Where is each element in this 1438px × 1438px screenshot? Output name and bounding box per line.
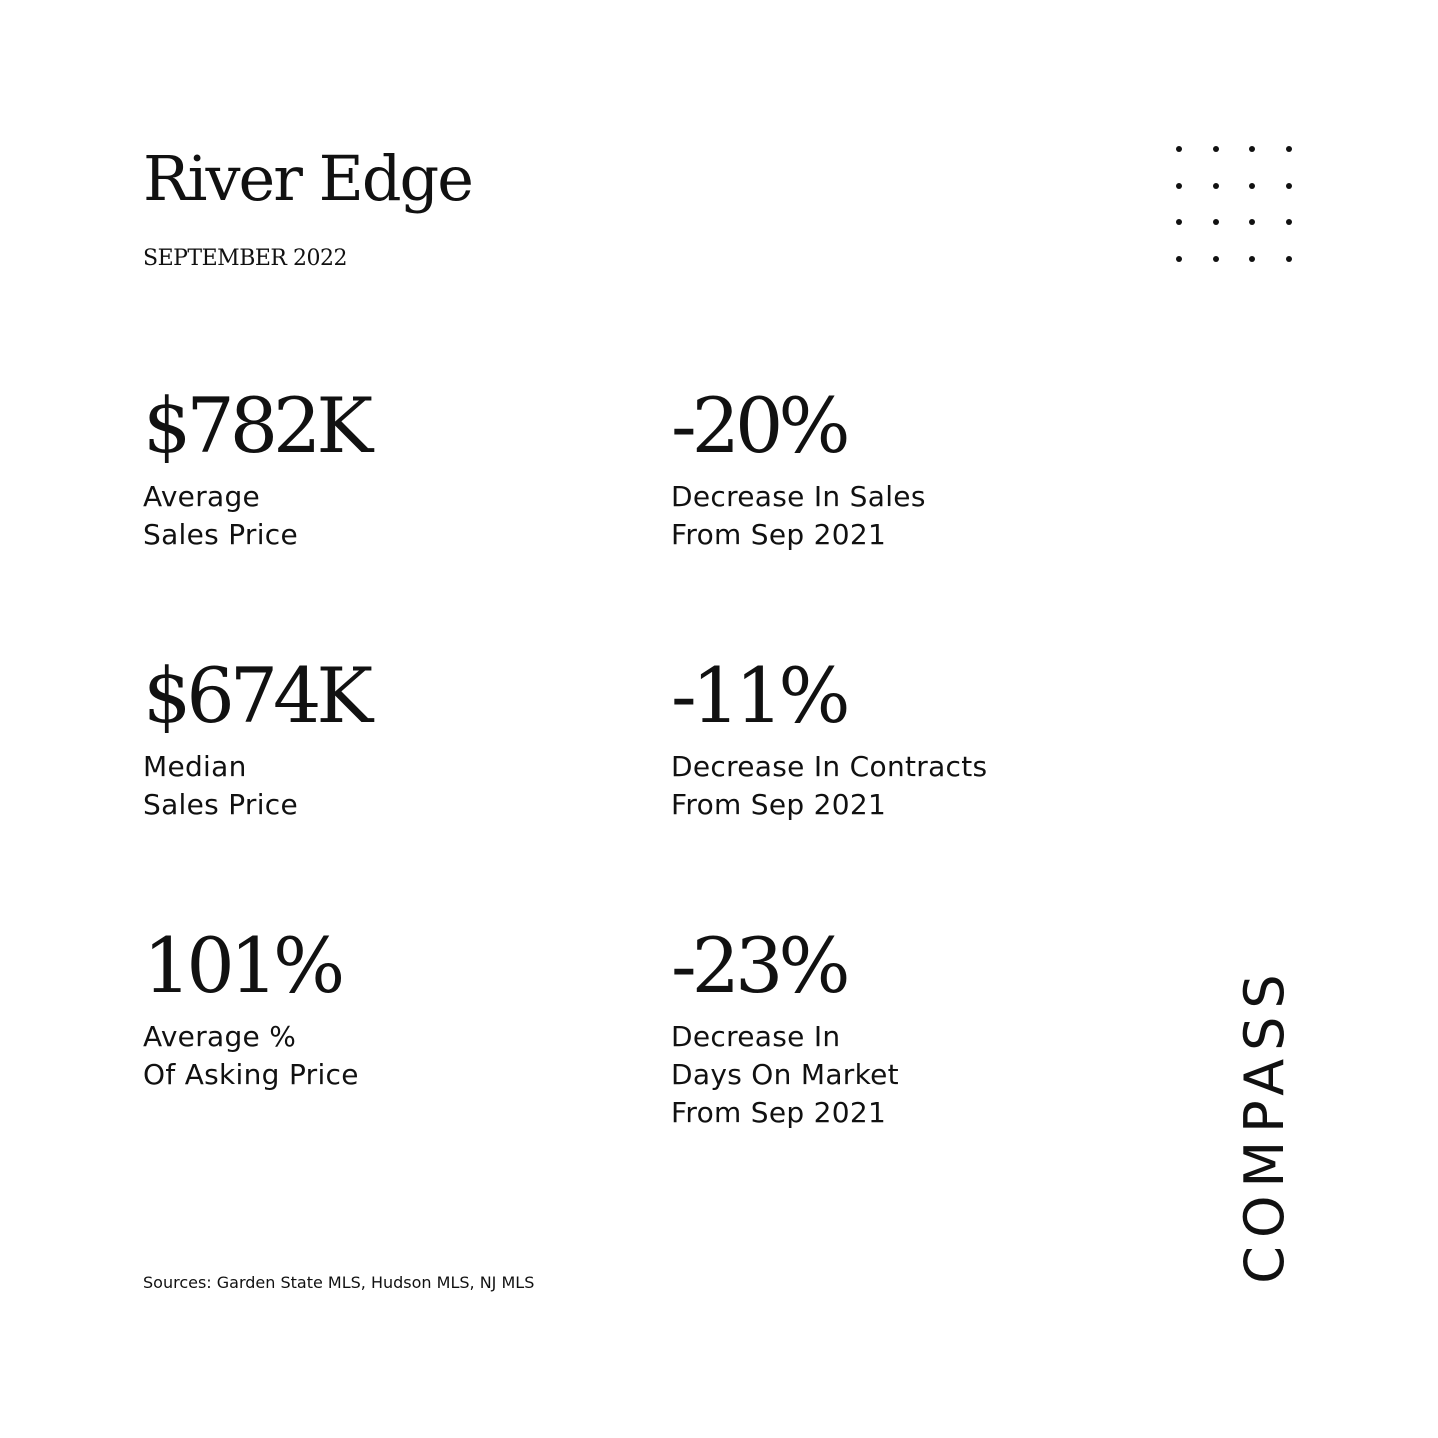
stat-median-sales-price: [143, 651, 369, 824]
stat-decrease-in-sales: [671, 381, 926, 554]
stat-value: -20%: [671, 381, 846, 470]
dot: [1213, 219, 1219, 225]
stat-label: [671, 748, 987, 824]
stat-label-line: Sales Price: [143, 788, 299, 821]
logo-text: COMPASS: [1233, 966, 1296, 1284]
stat-average-sales-price: [143, 381, 369, 554]
stat-label-line: Median: [143, 750, 247, 783]
sources-note: Sources: Garden State MLS, Hudson MLS, NJ MLS: [143, 1273, 535, 1292]
stat-label-line: Decrease In Contracts: [671, 750, 988, 783]
report-period: SEPTEMBER 2022: [143, 246, 347, 271]
stat-decrease-in-contracts: [671, 651, 988, 824]
stat-label-line: Average %: [143, 1020, 297, 1053]
stat-value: -11%: [671, 651, 846, 740]
stat-value: $782K: [143, 381, 369, 470]
dot: [1176, 256, 1182, 262]
stat-decrease-in-days-on-market: [671, 921, 899, 1132]
dot: [1176, 146, 1182, 152]
dot: [1176, 219, 1182, 225]
dot-grid-icon: [1176, 146, 1300, 270]
dot: [1249, 146, 1255, 152]
dot: [1213, 183, 1219, 189]
stat-label-line: Of Asking Price: [143, 1058, 359, 1091]
stat-label-line: From Sep 2021: [671, 788, 887, 821]
stat-label: [671, 478, 926, 554]
dot: [1213, 146, 1219, 152]
stat-label-line: From Sep 2021: [671, 518, 887, 551]
page-title: River Edge: [143, 142, 472, 215]
stat-label-line: Average: [143, 480, 261, 513]
dot: [1286, 183, 1292, 189]
stat-label: [143, 478, 368, 554]
dot: [1176, 183, 1182, 189]
stat-value: $674K: [143, 651, 369, 740]
stat-label-line: Days On Market: [671, 1058, 899, 1091]
dot: [1286, 219, 1292, 225]
stat-average-of-asking-price: [143, 921, 359, 1094]
dot: [1286, 146, 1292, 152]
stat-value: -23%: [671, 921, 846, 1010]
dot: [1249, 219, 1255, 225]
stat-value: 101%: [143, 921, 341, 1010]
stat-label-line: From Sep 2021: [671, 1096, 887, 1129]
stat-label-line: Decrease In Sales: [671, 480, 926, 513]
dot: [1213, 256, 1219, 262]
dot: [1249, 183, 1255, 189]
stat-label: [143, 748, 368, 824]
stat-label: [143, 1018, 359, 1094]
dot: [1249, 256, 1255, 262]
stat-label-line: Decrease In: [671, 1020, 841, 1053]
compass-logo: [1233, 955, 1296, 1295]
stat-label-line: Sales Price: [143, 518, 299, 551]
dot: [1286, 256, 1292, 262]
stat-label: [671, 1018, 899, 1132]
